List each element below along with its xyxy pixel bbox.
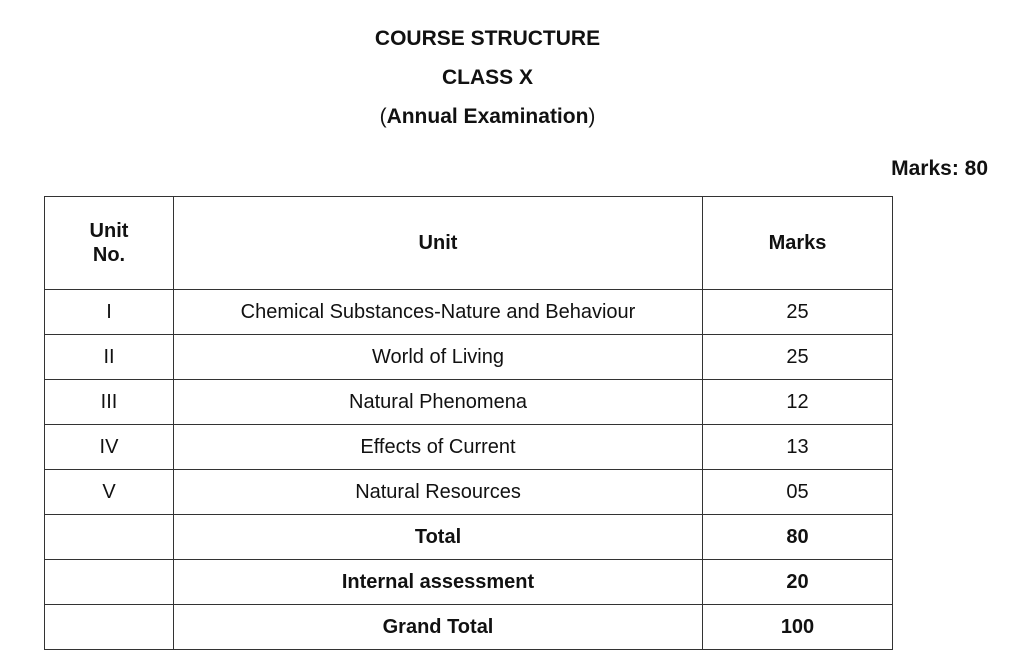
- table-row: [45, 425, 893, 470]
- internal-assessment-row: [45, 560, 893, 605]
- unit-number-cell: V: [45, 470, 174, 515]
- empty-cell: [45, 515, 174, 560]
- course-structure-table: [44, 196, 893, 650]
- unit-number-cell: II: [45, 335, 174, 380]
- table-row: [45, 380, 893, 425]
- exam-open-paren: (: [379, 105, 387, 128]
- exam-close-paren: ): [588, 105, 596, 128]
- unit-number-cell: I: [45, 290, 174, 335]
- class-label: CLASS X: [441, 66, 533, 89]
- unit-number-cell: IV: [45, 425, 174, 470]
- unit-name-cell: Natural Resources: [174, 470, 703, 515]
- empty-cell: [45, 605, 174, 650]
- summary-marks-cell: 80: [703, 515, 893, 560]
- exam-type: [0, 104, 975, 130]
- exam-type-text: Annual Examination: [386, 105, 589, 128]
- summary-marks-cell: 100: [703, 605, 893, 650]
- page-title: COURSE STRUCTURE: [374, 27, 601, 50]
- unit-name-cell: World of Living: [174, 335, 703, 380]
- empty-cell: [45, 560, 174, 605]
- unit-marks-cell: 12: [703, 380, 893, 425]
- table-header-row: [45, 197, 893, 290]
- unit-name-cell: Effects of Current: [174, 425, 703, 470]
- unit-name-cell: Natural Phenomena: [174, 380, 703, 425]
- table-row: [45, 335, 893, 380]
- total-row: [45, 515, 893, 560]
- summary-label-cell: Total: [174, 515, 703, 560]
- header-unit-no-line2: No.: [92, 244, 126, 266]
- total-marks-label: Marks: 80: [891, 157, 988, 180]
- unit-name-cell: Chemical Substances-Nature and Behaviour: [174, 290, 703, 335]
- table-row: [45, 290, 893, 335]
- header-unit-no-line1: Unit: [89, 220, 129, 242]
- summary-label-cell: Internal assessment: [174, 560, 703, 605]
- summary-marks-cell: 20: [703, 560, 893, 605]
- unit-marks-cell: 05: [703, 470, 893, 515]
- header-unit-no: [45, 197, 174, 290]
- unit-marks-cell: 13: [703, 425, 893, 470]
- unit-marks-cell: 25: [703, 290, 893, 335]
- unit-number-cell: III: [45, 380, 174, 425]
- summary-label-cell: Grand Total: [174, 605, 703, 650]
- unit-marks-cell: 25: [703, 335, 893, 380]
- header-unit: Unit: [174, 197, 703, 290]
- header-marks: Marks: [703, 197, 893, 290]
- grand-total-row: [45, 605, 893, 650]
- table-row: [45, 470, 893, 515]
